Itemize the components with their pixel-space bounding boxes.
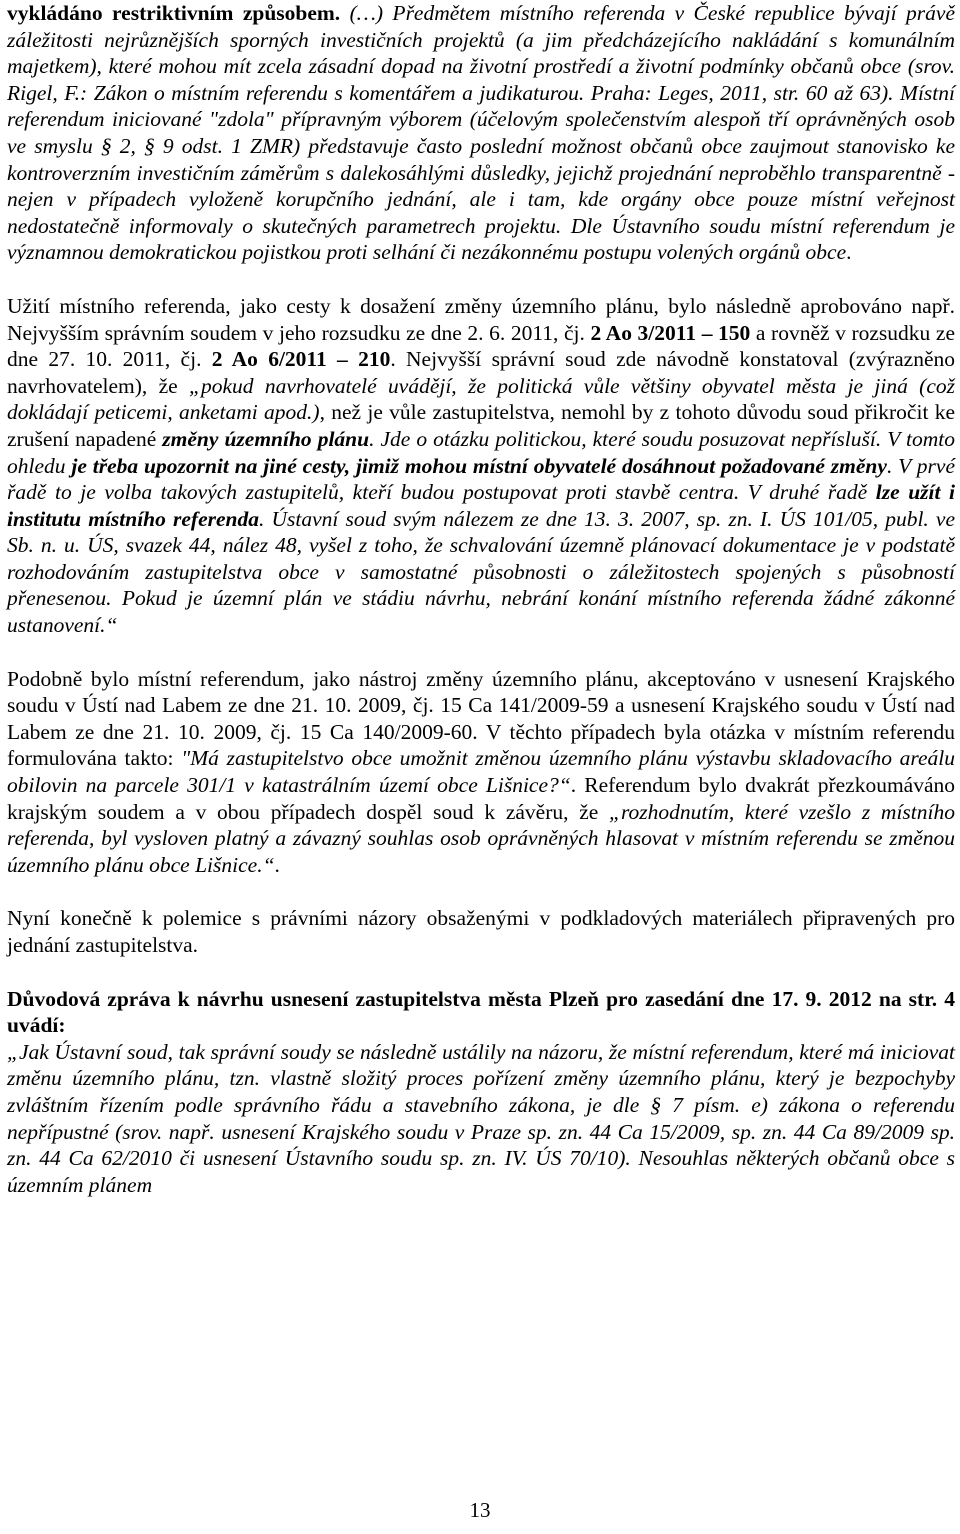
paragraph-polemic-intro: Nyní konečně k polemice s právními názory obsaženými v podkladových materiálech připravených pro jednání zastupitelstva. [7,906,955,957]
quote-text: . Jde o otázku politickou, které soudu posuzovat nepřísluší. V tomto ohledu [7,426,955,478]
quote-text: . V prvé řadě to je volba takových zastupitelů, kteří budou postupovat proti stavbě centra. V druhé řadě [7,453,955,505]
paragraph-quoted-report: „Jak Ústavní soud, tak správní soudy se následně ustálily na názoru, že místní referendum, které má iniciovat změnu územního plánu, tzn. vlastně složitý proces pořízení změny územního plánu, který je bezpochyby zvláštním řízením podle správního řádu a stavebního zákona, je dle § 7 písm. e) zákona o referendu nepřípustné (srov. např. usnesení Krajského soudu v Praze sp. zn. 44 Ca 15/2009, sp. zn. 44 Ca 89/2009 sp. zn. 44 Ca 62/2010 či usnesení Ústavního soudu sp. zn. IV. ÚS 70/10). Nesouhlas některých občanů obce s územním plánem [7,1039,955,1197]
paragraph-referendum-scope [7,0,955,266]
case-reference: 2 Ao 3/2011 – 150 [590,320,751,345]
quote-text: „rozhodnutím, které vzešlo z místního referenda, byl vysloven platný a závazný souhlas osob oprávněných hlasovat v místním referendu se změnou územního plánu obce Lišnice.“ [7,799,955,877]
plain-text: . Referendum bylo dvakrát přezkoumáváno krajským soudem a v obou případech dospěl soud k závěru, že [7,773,956,824]
quote-text: "Má zastupitelstvo obce umožnit změnou územního plánu výstavbu skladovacího areálu obilovin na parcele 301/1 v katastrálním území obce Lišnice?“ [7,746,955,798]
quote-text: „pokud navrhovatelé uvádějí, že politická vůle většiny obyvatel města je jiná (což dokládají peticemi, anketami apod.) [7,373,955,425]
emphasis-text: je třeba upozornit na jiné cesty, jimiž mohou místní obyvatelé dosáhnout požadované změny [71,453,887,478]
plain-text: . [274,852,280,877]
page-number: 13 [469,1498,491,1522]
case-reference: 2 Ao 6/2011 – 210 [211,347,391,372]
plain-text: . [846,240,852,265]
emphasis-text: změny územního plánu [162,426,370,451]
plain-text: Podobně bylo místní referendum, jako nástroj změny územního plánu, akceptováno v usnesení Krajského soudu v Ústí nad Labem ze dne 21. 10. 2009, čj. 15 Ca 141/2009-59 a usnesení Krajského soudu v Ústí nad Labem ze dne 21. 10. 2009, čj. 15 Ca 140/2009-60. V těchto případech byla otázka v místním referendu formulována takto: [7,666,955,771]
quote-text: . Ústavní soud svým nálezem ze dne 13. 3. 2007, sp. zn. I. ÚS 101/05, publ. ve Sb. n. u. ÚS, svazek 44, nález 48, vyšel z toho, že schvalování územně plánovací dokumentace je v podstatě rozhodováním zastupitelstva obce v samostatné působnosti o záležitostech spojených s působností přenesenou. Pokud je územní plán ve stádiu návrhu, nebrání konání místního referenda žádné zákonné ustanovení.“ [7,506,955,638]
plain-text: Užití místního referenda, jako cesty k dosažení změny územního plánu, bylo následně aprobováno např. Nejvyšším správním soudem v jeho rozsudku ze dne 2. 6. 2011, čj. [7,293,955,345]
paragraph-supreme-court [7,293,955,639]
plain-text: a rovněž v rozsudku ze dne 27. 10. 2011, čj. [7,320,955,372]
paragraph-regional-court [7,666,955,879]
plain-text: . Nejvyšší správní soud zde návodně konstatoval (zvýrazněno navrhovatelem), že [7,347,955,398]
plain-text: , než je vůle zastupitelstva, nemohl by z tohoto důvodu soud přikročit ke zrušení napadené [7,400,955,451]
emphasis-text: lze užít i institutu místního referenda [7,480,955,531]
bold-lead: vykládáno restriktivním způsobem. [7,1,341,25]
section-heading: Důvodová zpráva k návrhu usnesení zastupitelstva města Plzeň pro zasedání dne 17. 9. 2012 na str. 4 uvádí: [7,986,955,1038]
quote-text: (…) Předmětem místního referenda v České republice bývají právě záležitosti nejrůznějších sporných investičních projektů (a jim předcházejícího nakládání s komunálním majetkem), které mohou mít zcela zásadní dopad na životní prostředí a životní podmínky občanů obce (srov. Rigel, F.: Zákon o místním referendu s komentářem a judikaturou. Praha: Leges, 2011, str. 60 až 63). Místní referendum iniciované "zdola" přípravným výborem (účelovým společenstvím alespoň tří oprávněných osob ve smyslu § 2, § 9 odst. 1 ZMR) představuje často poslední možnost občanů obce zaujmout stanovisko ke kontroverzním investičním záměrům s dalekosáhlými důsledky, jejichž projednání neproběhlo transparentně - nejen v případech vyloženě korupčního jednání, ale i tam, kde orgány obce pouze místní veřejnost nedostatečně informovaly o skutečných parametrech projektu. Dle Ústavního soudu místní referendum je významnou demokratickou pojistkou proti selhání či nezákonnému postupu volených orgánů obce [7,1,955,265]
